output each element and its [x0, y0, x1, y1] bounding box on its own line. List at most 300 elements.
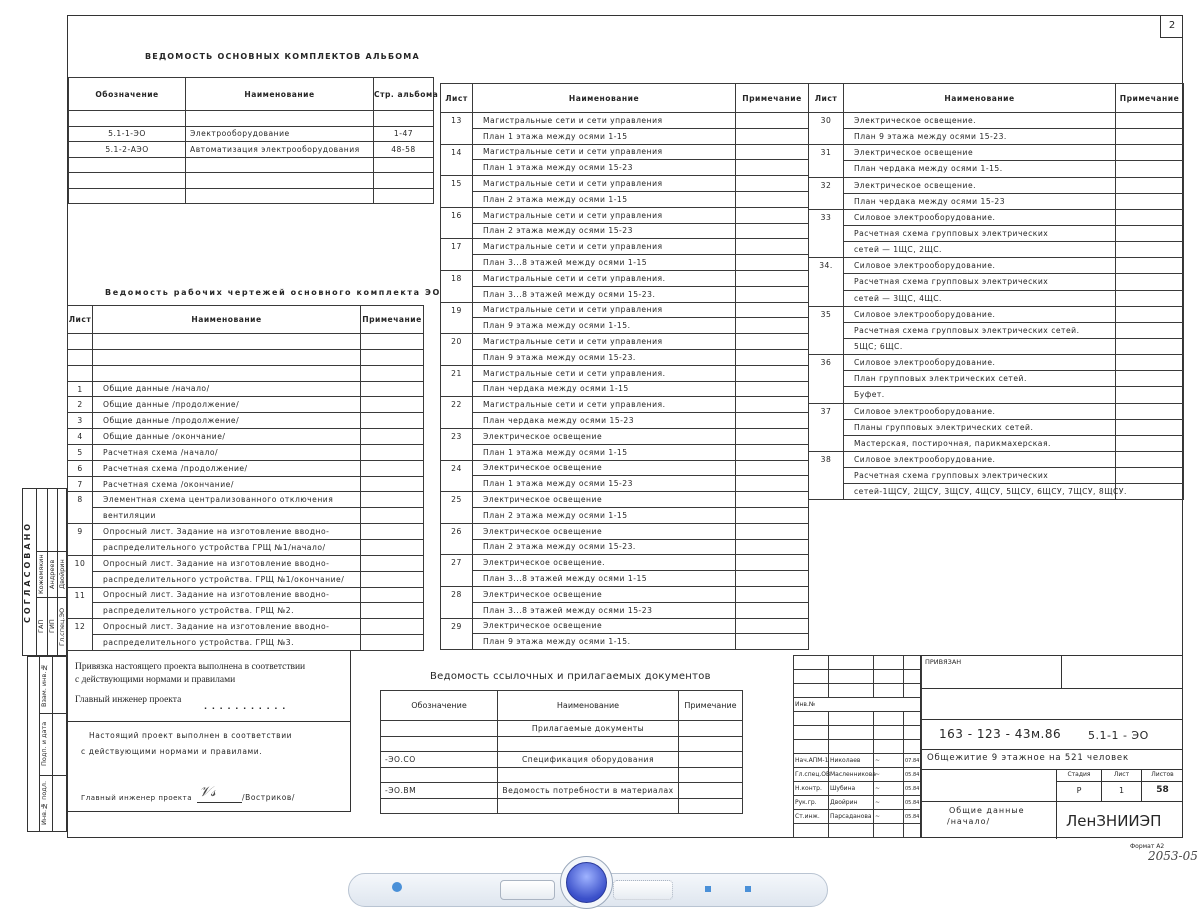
table-cell [69, 157, 186, 173]
table-row [381, 752, 743, 768]
sheet-name-cell: Расчетная схема групповых электрических [844, 274, 1116, 290]
sheet-name-cell: Опросный лист. Задание на изготовление вводно- [93, 524, 361, 540]
sheet-name-cell: Электрическое освещение [844, 145, 1116, 161]
table-cell [679, 798, 743, 814]
sheet-name-cell: Опросный лист. Задание на изготовление вводно- [93, 555, 361, 571]
table-cell: Прилагаемые документы [498, 721, 679, 737]
note-cell [736, 113, 809, 129]
archive-label: Взам. инв.№ [40, 663, 48, 707]
note-cell [736, 460, 809, 476]
table-cell: -ЭО.СО [381, 752, 498, 768]
staff-role: Ст.инж. [794, 810, 829, 824]
linked-label: ПРИВЯЗАН [925, 658, 962, 666]
table-row [441, 365, 809, 381]
staff-row [794, 810, 922, 824]
table-cell: Спецификация оборудования [498, 752, 679, 768]
sheet-name-cell: Силовое электрооборудование. [844, 403, 1116, 419]
table-row [68, 349, 424, 365]
approval-role: ГАП [37, 619, 45, 634]
column-header: Наименование [186, 78, 374, 111]
stage-header: Стадия [1067, 771, 1091, 778]
sheet-name-cell: План 2 этажа между осями 15-23. [473, 539, 736, 555]
note-cell [361, 603, 424, 619]
note-cell [736, 160, 809, 176]
note-cell [736, 397, 809, 413]
staff-row [794, 782, 922, 796]
sheet-name-cell: Магистральные сети и сети управления [473, 176, 736, 192]
sheet-number-cell: 29 [441, 618, 473, 650]
staff-row [794, 726, 922, 740]
sheet-number-cell: 2 [68, 397, 93, 413]
sheet-name-cell: Силовое электрооборудование. [844, 355, 1116, 371]
archive-strip [27, 656, 67, 832]
sheet-name-cell: Магистральные сети и сети управления. [473, 270, 736, 286]
sheet-name-cell: Опросный лист. Задание на изготовление вводно- [93, 587, 361, 603]
table-row [68, 555, 424, 571]
table-row [68, 429, 424, 445]
sheet-number-cell: 6 [68, 460, 93, 476]
note-cell [736, 539, 809, 555]
table-row [441, 302, 809, 318]
note-cell [1116, 387, 1184, 403]
sheet-name-cell: Магистральные сети и сети управления [473, 334, 736, 350]
column-header: Примечание [679, 691, 743, 721]
table-row [809, 290, 1184, 306]
sheet-number-cell: 27 [441, 555, 473, 587]
sheet-name-cell: сетей — 1ЩС, 2ЩС. [844, 242, 1116, 258]
table-cell [679, 721, 743, 737]
sheet-name-cell: Магистральные сети и сети управления [473, 207, 736, 223]
note-cell [736, 191, 809, 207]
note-cell [736, 286, 809, 302]
note-cell [736, 207, 809, 223]
sheet-name-cell: Расчетная схема групповых электрических сетей. [844, 322, 1116, 338]
table-row [68, 444, 424, 460]
staff-date: 07.84 [904, 754, 922, 768]
staff-row [794, 684, 922, 698]
compliance-note-line: Настоящий проект выполнен в соответствии [89, 731, 293, 740]
staff-date: 05.84 [904, 796, 922, 810]
note-cell [1116, 306, 1184, 322]
staff-name: Двойрин [829, 796, 874, 810]
column-header: Лист [68, 306, 93, 334]
sheet-name-cell: План 2 этажа между осями 1-15 [473, 191, 736, 207]
sheet-number-cell: 12 [68, 619, 93, 651]
note-cell [736, 523, 809, 539]
staff-row [794, 740, 922, 754]
note-cell [736, 444, 809, 460]
note-cell [361, 429, 424, 445]
table-cell [498, 736, 679, 752]
column-header: Лист [441, 84, 473, 113]
signature-icon: ~ [874, 768, 904, 782]
table-row [68, 635, 424, 651]
table-row [68, 460, 424, 476]
table-row [809, 435, 1184, 451]
sheet-name-cell: распределительного устройства. ГРЩ №1/окончание/ [93, 571, 361, 587]
sheet-name-cell: Электрическое освещение [473, 492, 736, 508]
sheet-name-cell: Магистральные сети и сети управления. [473, 397, 736, 413]
table-row [809, 387, 1184, 403]
rotate-right-icon[interactable] [745, 886, 751, 892]
organization-name: ЛенЗНИИЭП [1066, 812, 1162, 830]
table-cell: Ведомость потребности в материалах [498, 783, 679, 799]
table-cell [381, 767, 498, 783]
approval-name: Андреев [48, 559, 56, 590]
table-cell: 5.1-1-ЭО [69, 126, 186, 142]
table-row [809, 322, 1184, 338]
sheet-number-cell: 38 [809, 451, 844, 499]
table-row [69, 188, 434, 204]
archive-label: Инв.№ подл. [40, 780, 48, 826]
staff-role: Рук.гр. [794, 796, 829, 810]
sheet-name-cell: распределительного устройства. ГРЩ №3. [93, 635, 361, 651]
column-header: Наименование [844, 84, 1116, 113]
staff-table [793, 655, 922, 838]
table-row [441, 318, 809, 334]
table-cell [381, 798, 498, 814]
signature-icon: 𝒱𝓈 [199, 784, 216, 800]
note-cell [361, 508, 424, 524]
note-cell [736, 223, 809, 239]
sheet-name-cell: Общие данные /окончание/ [93, 429, 361, 445]
table-row [809, 419, 1184, 435]
staff-name: Масленникова [829, 768, 874, 782]
table-cell: -ЭО.ВМ [381, 783, 498, 799]
zoom-icon[interactable] [392, 882, 402, 892]
table-row [441, 255, 809, 271]
note-cell [361, 397, 424, 413]
note-cell [361, 539, 424, 555]
note-cell [736, 492, 809, 508]
sheet-number-cell: 35 [809, 306, 844, 354]
table-row [441, 618, 809, 634]
note-cell [1116, 435, 1184, 451]
note-cell [736, 428, 809, 444]
sheet-name-cell: Общие данные /продолжение/ [93, 397, 361, 413]
note-cell [736, 634, 809, 650]
sheet-number-cell: 1 [68, 381, 93, 397]
references-table [380, 690, 743, 814]
staff-row [794, 796, 922, 810]
sheet-name-cell: План 2 этажа между осями 1-15 [473, 507, 736, 523]
sheet-name-cell: Магистральные сети и сети управления [473, 302, 736, 318]
sheet-name-cell: Буфет. [844, 387, 1116, 403]
sheet-name-cell: План групповых электрических сетей. [844, 371, 1116, 387]
sheet-name-cell: Электрическое освещение [473, 618, 736, 634]
sheet-name-cell: Силовое электрооборудование. [844, 209, 1116, 225]
table-row [68, 397, 424, 413]
table-row [69, 126, 434, 142]
column-header: Обозначение [69, 78, 186, 111]
table-row [809, 129, 1184, 145]
table-row [809, 338, 1184, 354]
previous-button[interactable] [500, 880, 555, 900]
note-cell [361, 635, 424, 651]
table-row [441, 460, 809, 476]
sheet-name-cell: Электрическое освещение [473, 460, 736, 476]
table-row [441, 476, 809, 492]
sheet-number-cell: 33 [809, 209, 844, 257]
title-block [920, 655, 1183, 838]
table-row [809, 403, 1184, 419]
sheets-header: Листов [1151, 771, 1174, 778]
table-row [68, 492, 424, 508]
sheet-name-cell: План 1 этажа между осями 1-15 [473, 128, 736, 144]
table-cell: 48-58 [374, 142, 434, 158]
sheet-name-cell: Расчетная схема /начало/ [93, 444, 361, 460]
staff-row [794, 754, 922, 768]
table-header [68, 306, 424, 334]
sheet-value: 1 [1118, 786, 1125, 795]
binding-note [67, 650, 351, 722]
note-cell [1116, 355, 1184, 371]
table-row [69, 157, 434, 173]
table-cell: 1-47 [374, 126, 434, 142]
table-cell [69, 173, 186, 189]
approval-title: СОГЛАСОВАНО [23, 520, 32, 624]
sheet-number-cell: 24 [441, 460, 473, 492]
rotate-left-icon[interactable] [705, 886, 711, 892]
table-cell [374, 173, 434, 189]
sheet-name-cell: Опросный лист. Задание на изготовление вводно- [93, 619, 361, 635]
table-row [68, 539, 424, 555]
note-cell [736, 602, 809, 618]
table-cell [186, 157, 374, 173]
sheet-number-cell: 30 [809, 113, 844, 145]
sheet-number-cell: 13 [441, 113, 473, 145]
approval-role: Гл.спец.ЭО [58, 607, 66, 646]
sheet-name-cell: План 9 этажа между осями 1-15. [473, 634, 736, 650]
note-cell [1116, 258, 1184, 274]
sheet-name-cell: 5ЩС; 6ЩС. [844, 338, 1116, 354]
sheet-number-cell: 4 [68, 429, 93, 445]
sheet-number-cell: 32 [809, 177, 844, 209]
table-cell [498, 767, 679, 783]
table-row [809, 177, 1184, 193]
compliance-note-line: с действующими нормами и правилами. [81, 747, 263, 756]
note-cell [1116, 209, 1184, 225]
table-row [441, 191, 809, 207]
table-row [441, 602, 809, 618]
sheet-name-cell: Мастерская, постирочная, парикмахерская. [844, 435, 1116, 451]
sheet-name-cell: Силовое электрооборудование. [844, 258, 1116, 274]
sheet-number-cell: 16 [441, 207, 473, 239]
note-cell [736, 349, 809, 365]
archive-label: Подп. и дата [40, 721, 48, 767]
sheets-value: 58 [1156, 785, 1169, 795]
sheet-name-cell: План чердака между осями 15-23 [473, 413, 736, 429]
table-row [441, 507, 809, 523]
note-cell [1116, 338, 1184, 354]
sheet-number-cell: 22 [441, 397, 473, 429]
table-row [441, 270, 809, 286]
references-title: Ведомость ссылочных и прилагаемых документов [430, 671, 711, 682]
table-row [441, 349, 809, 365]
table-row [809, 484, 1184, 500]
note-cell [361, 460, 424, 476]
sheet-name-cell: Планы групповых электрических сетей. [844, 419, 1116, 435]
sheet-title: /начало/ [947, 817, 991, 826]
sheet-name-cell: Магистральные сети и сети управления [473, 239, 736, 255]
note-cell [361, 476, 424, 492]
column-header: Стр. альбома [374, 78, 434, 111]
staff-name: Шубина [829, 782, 874, 796]
sheet-number-cell: 7 [68, 476, 93, 492]
drawings-table-continued [440, 83, 809, 650]
table-row [381, 783, 743, 799]
signature-icon: ~ [874, 796, 904, 810]
table-row [68, 508, 424, 524]
sheet-name-cell: План 1 этажа между осями 15-23 [473, 160, 736, 176]
sheet-name-cell: План чердака между осями 1-15. [844, 161, 1116, 177]
table-cell: Автоматизация электрооборудования [186, 142, 374, 158]
signature-icon: ~ [874, 782, 904, 796]
table-row [809, 274, 1184, 290]
table-row [68, 365, 424, 381]
note-cell [1116, 468, 1184, 484]
table-row [809, 468, 1184, 484]
engineer-label: Главный инженер проекта [81, 794, 193, 802]
staff-role: Нач.АПМ-1 [794, 754, 829, 768]
sheet-number-cell: 26 [441, 523, 473, 555]
table-row [68, 619, 424, 635]
table-cell [69, 111, 186, 127]
note-cell [1116, 177, 1184, 193]
note-cell [1116, 451, 1184, 467]
table-row [809, 145, 1184, 161]
table-row [809, 371, 1184, 387]
column-header: Примечание [1116, 84, 1184, 113]
document-code: 5.1-1 - ЭО [1088, 729, 1149, 742]
table-row [809, 113, 1184, 129]
sheet-name-cell: План 9 этажа между осями 1-15. [473, 318, 736, 334]
approval-role: ГИП [48, 619, 56, 634]
slideshow-button[interactable] [560, 856, 613, 909]
note-cell [1116, 371, 1184, 387]
sheet-number: 2 [1160, 15, 1183, 38]
table-cell [381, 736, 498, 752]
table-cell [69, 188, 186, 204]
sheet-name-cell: Магистральные сети и сети управления [473, 144, 736, 160]
table-row [68, 413, 424, 429]
note-cell [736, 555, 809, 571]
note-cell [736, 176, 809, 192]
sheet-name-cell: сетей-1ЩСУ, 2ЩСУ, 3ЩСУ, 4ЩСУ, 5ЩСУ, 6ЩСУ, 7ЩСУ, 8ЩСУ. [844, 484, 1116, 500]
sheet-name-cell: План 3...8 этажей между осями 15-23. [473, 286, 736, 302]
table-row [441, 223, 809, 239]
table-row [381, 721, 743, 737]
table-cell [679, 752, 743, 768]
staff-row [794, 656, 922, 670]
column-header: Наименование [498, 691, 679, 721]
staff-date: 05.84 [904, 782, 922, 796]
sheet-name-cell: План 3...8 этажей между осями 1-15 [473, 255, 736, 271]
note-cell [1116, 113, 1184, 129]
sheet-number-cell: 14 [441, 144, 473, 176]
sheet-name-cell: Расчетная схема групповых электрических [844, 468, 1116, 484]
table-cell [679, 767, 743, 783]
sheet-number-cell: 20 [441, 334, 473, 366]
note-cell [361, 524, 424, 540]
sheet-name-cell: Магистральные сети и сети управления. [473, 365, 736, 381]
note-cell [736, 128, 809, 144]
sheet-number-cell: 19 [441, 302, 473, 334]
note-cell [1116, 403, 1184, 419]
table-row [441, 334, 809, 350]
sheet-name-cell: Общие данные /начало/ [93, 381, 361, 397]
drawings-title: Ведомость рабочих чертежей основного комплекта ЭО [105, 288, 441, 297]
table-cell [679, 736, 743, 752]
sheet-name-cell: Электрическое освещение [473, 523, 736, 539]
table-row [441, 113, 809, 129]
table-row [68, 381, 424, 397]
staff-row [794, 670, 922, 684]
sheet-name-cell: Электрическое освещение. [844, 177, 1116, 193]
note-cell [736, 507, 809, 523]
table-row [441, 128, 809, 144]
sheet-number-cell: 23 [441, 428, 473, 460]
note-cell [361, 444, 424, 460]
sheet-name-cell: Электрическое освещение [473, 586, 736, 602]
sheet-name-cell: сетей — 3ЩС, 4ЩС. [844, 290, 1116, 306]
sheet-name-cell: вентиляции [93, 508, 361, 524]
table-row [68, 587, 424, 603]
note-cell [736, 270, 809, 286]
sheet-name-cell: План 3...8 этажей между осями 1-15 [473, 571, 736, 587]
note-cell [736, 144, 809, 160]
note-cell [736, 365, 809, 381]
engineer-name: /Востриков/ [242, 793, 296, 802]
staff-row [794, 824, 922, 838]
column-header: Обозначение [381, 691, 498, 721]
note-cell [1116, 419, 1184, 435]
table-row [441, 571, 809, 587]
note-cell [736, 318, 809, 334]
sheet-name-cell: Силовое электрооборудование. [844, 451, 1116, 467]
binding-note-line: с действующими нормами и правилами [75, 675, 236, 685]
column-header: Примечание [361, 306, 424, 334]
note-cell [736, 476, 809, 492]
table-row [68, 476, 424, 492]
note-cell [1116, 242, 1184, 258]
staff-row [794, 768, 922, 782]
sheet-name-cell: План 1 этажа между осями 1-15 [473, 444, 736, 460]
table-row [441, 555, 809, 571]
table-row [441, 286, 809, 302]
table-row [381, 767, 743, 783]
table-cell [186, 173, 374, 189]
table-header [381, 691, 743, 721]
note-cell [1116, 145, 1184, 161]
staff-date: 05.84 [904, 810, 922, 824]
archive-number: 2053-05 [1148, 849, 1198, 863]
table-row [381, 736, 743, 752]
drawings-table [67, 305, 424, 651]
engineer-label: Главный инженер проекта [75, 695, 182, 705]
note-cell [736, 239, 809, 255]
table-header [809, 84, 1184, 113]
table-cell [374, 111, 434, 127]
table-row [441, 176, 809, 192]
table-row [381, 798, 743, 814]
sheet-name-cell: распределительного устройства ГРЩ №1/начало/ [93, 539, 361, 555]
table-row [809, 242, 1184, 258]
drawings-table-continued-2 [808, 83, 1184, 500]
next-button[interactable] [613, 880, 673, 900]
signature-placeholder: . . . . . . . . . . . [204, 702, 287, 711]
table-row [809, 193, 1184, 209]
